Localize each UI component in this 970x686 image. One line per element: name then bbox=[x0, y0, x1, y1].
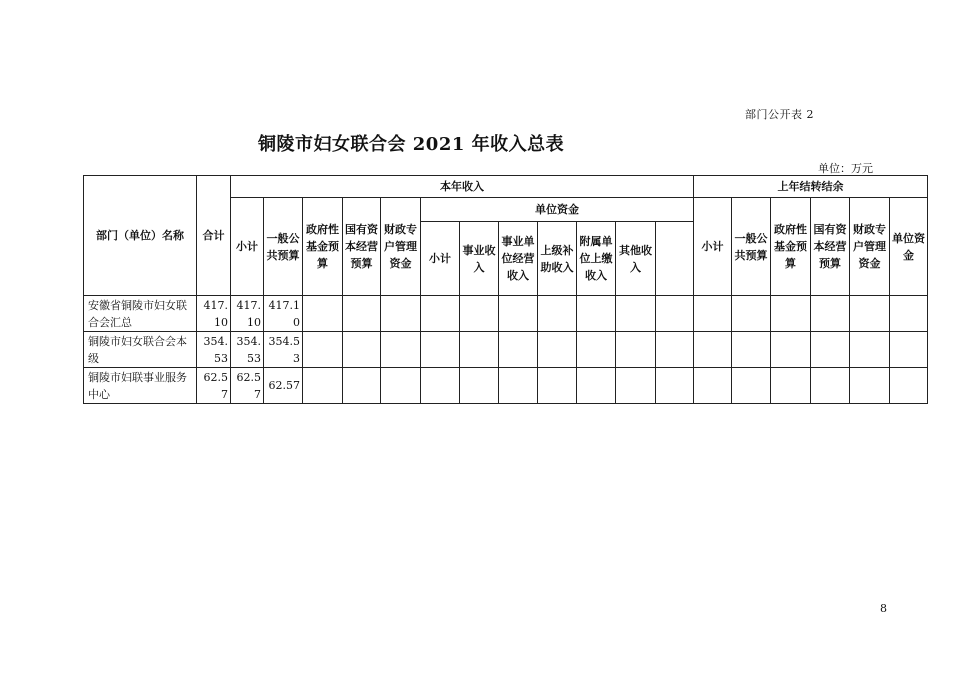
row-general-budget: 62.57 bbox=[264, 368, 303, 404]
header-department-name: 部门（单位）名称 bbox=[84, 176, 197, 296]
row-subtotal: 62.57 bbox=[231, 368, 264, 404]
unit-label: 单位：万元 bbox=[818, 162, 873, 175]
header-uf-other-income: 其他收入 bbox=[616, 222, 656, 296]
header-current-year-income: 本年收入 bbox=[231, 176, 694, 198]
header-cur-general-budget: 一般公共预算 bbox=[264, 198, 303, 296]
form-number-label: 部门公开表 2 bbox=[745, 108, 814, 121]
header-prev-state-capital-budget: 国有资本经营预算 bbox=[811, 198, 850, 296]
row-general-budget: 354.53 bbox=[264, 332, 303, 368]
header-cur-state-capital-budget: 国有资本经营预算 bbox=[343, 198, 381, 296]
row-name: 铜陵市妇女联合会本级 bbox=[84, 332, 197, 368]
row-name: 安徽省铜陵市妇女联合会汇总 bbox=[84, 296, 197, 332]
header-cur-subtotal: 小计 bbox=[231, 198, 264, 296]
header-prev-subtotal: 小计 bbox=[694, 198, 732, 296]
header-cur-gov-fund-budget: 政府性基金预算 bbox=[303, 198, 343, 296]
header-prev-fiscal-special-funds: 财政专户管理资金 bbox=[850, 198, 890, 296]
table-row bbox=[84, 368, 928, 404]
document-title: 铜陵市妇女联合会 2021 年收入总表 bbox=[258, 134, 565, 155]
header-uf-business-income: 事业收入 bbox=[460, 222, 499, 296]
header-total: 合计 bbox=[197, 176, 231, 296]
header-cur-fiscal-special-funds: 财政专户管理资金 bbox=[381, 198, 421, 296]
page-number: 8 bbox=[880, 602, 887, 615]
row-subtotal: 354.53 bbox=[231, 332, 264, 368]
header-uf-subtotal: 小计 bbox=[421, 222, 460, 296]
revenue-table bbox=[83, 175, 928, 404]
row-total: 417.10 bbox=[197, 296, 231, 332]
header-unit-funds: 单位资金 bbox=[421, 198, 694, 222]
header-prev-unit-funds: 单位资金 bbox=[890, 198, 928, 296]
header-prior-year-carryover: 上年结转结余 bbox=[694, 176, 928, 198]
row-total: 354.53 bbox=[197, 332, 231, 368]
header-uf-affiliated-income: 附属单位上缴收入 bbox=[577, 222, 616, 296]
header-uf-blank bbox=[656, 222, 694, 296]
table-row bbox=[84, 296, 928, 332]
header-prev-general-budget: 一般公共预算 bbox=[732, 198, 771, 296]
header-uf-operating-income: 事业单位经营收入 bbox=[499, 222, 538, 296]
row-name: 铜陵市妇联事业服务中心 bbox=[84, 368, 197, 404]
header-uf-subsidy-income: 上级补助收入 bbox=[538, 222, 577, 296]
table-row bbox=[84, 332, 928, 368]
row-subtotal: 417.10 bbox=[231, 296, 264, 332]
header-prev-gov-fund-budget: 政府性基金预算 bbox=[771, 198, 811, 296]
row-total: 62.57 bbox=[197, 368, 231, 404]
row-general-budget: 417.10 bbox=[264, 296, 303, 332]
